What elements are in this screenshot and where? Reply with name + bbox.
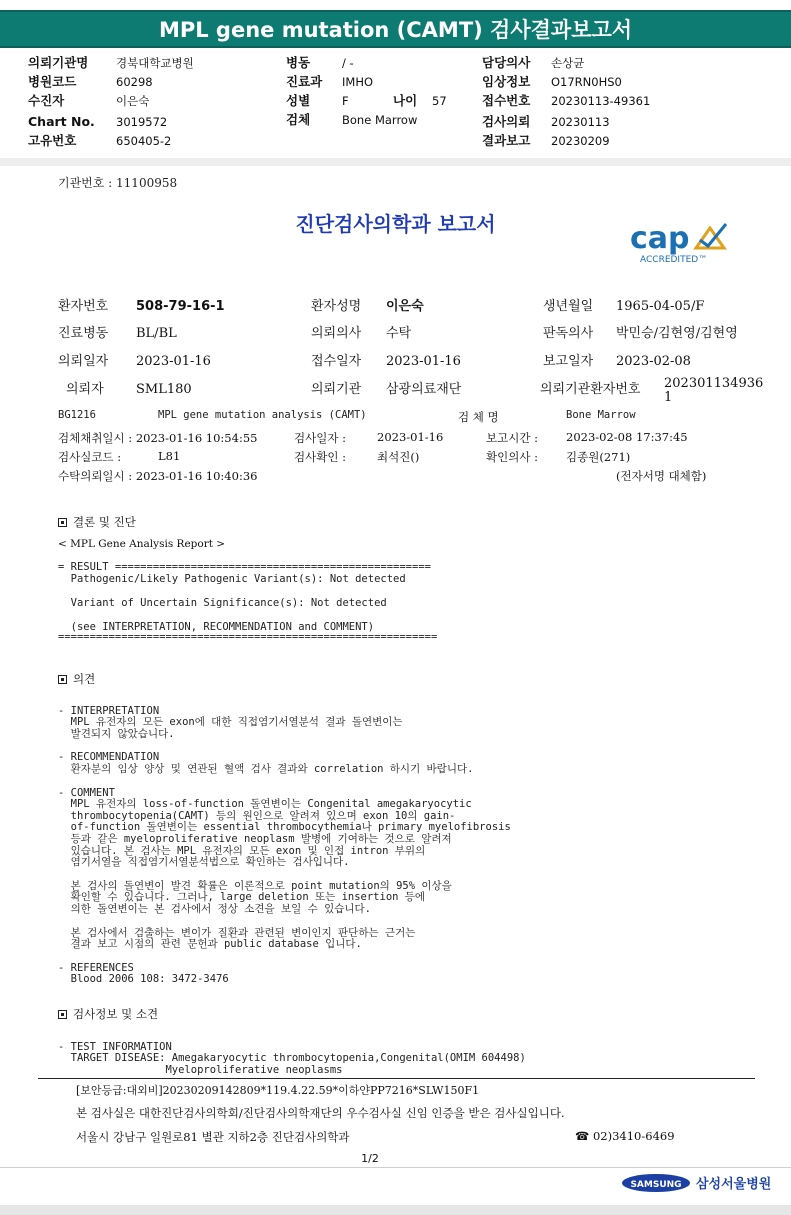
patient-value: SML180 — [136, 382, 192, 397]
field-value: 57 — [432, 94, 447, 108]
cap-accredited-logo — [628, 218, 738, 266]
patient-value: 2023-01-16 — [136, 354, 211, 369]
confirm-doctor-label: 확인의사 : — [486, 450, 538, 464]
patient-label: 진료병동 — [58, 326, 109, 341]
patient-value: 이은숙 — [386, 299, 424, 314]
svg-text:cap: cap — [630, 221, 690, 256]
patient-label: 보고일자 — [543, 354, 594, 369]
field-value: 650405-2 — [116, 134, 172, 148]
field-value: O17RN0HS0 — [551, 75, 622, 89]
test-name: MPL gene mutation analysis (CAMT) — [158, 409, 367, 421]
esign-note: (전자서명 대체함) — [616, 469, 707, 483]
patient-value: 508-79-16-1 — [136, 299, 225, 314]
section-testinfo-heading: 검사정보 및 소견 — [58, 1006, 158, 1022]
square-bullet-icon — [58, 1010, 67, 1019]
opinion-line: 염기서열을 직접염기서열분석법으로 확인하는 검사입니다. — [58, 856, 350, 869]
opinion-line — [58, 916, 511, 928]
patient-value: 박민승/김현영/김현영 — [616, 326, 738, 341]
field-value: 20230113 — [551, 115, 610, 129]
result-rule: = RESULT ================================================== — [58, 561, 431, 573]
field-label: 의뢰기관명 — [28, 55, 89, 70]
referral-datetime: 수탁의뢰일시 : 2023-01-16 10:40:36 — [58, 469, 258, 483]
opinion-line: - RECOMMENDATION — [58, 751, 160, 764]
mpl-report-label: < MPL Gene Analysis Report > — [58, 538, 226, 550]
test-confirm-value: 최석진() — [377, 450, 420, 464]
opinion-line — [58, 776, 511, 788]
svg-text:SAMSUNG: SAMSUNG — [630, 1180, 682, 1190]
opinion-line: - REFERENCES — [58, 961, 134, 974]
patient-value: 2023-02-08 — [616, 354, 691, 369]
field-value: IMHO — [342, 75, 374, 89]
field-label: 담당의사 — [482, 55, 531, 70]
see-note: (see INTERPRETATION, RECOMMENDATION and COMMENT) — [58, 621, 375, 633]
section-opinion-heading: 의견 — [58, 671, 95, 687]
patient-label: 접수일자 — [311, 354, 362, 369]
opinion-line: of-function 돌연변이는 essential thrombocythemia나 primary myelofibrosis — [58, 821, 511, 834]
patient-label: 생년월일 — [543, 299, 594, 314]
specimen-value: Bone Marrow — [566, 409, 636, 421]
test-code: BG1216 — [58, 409, 96, 421]
field-label: 성별 — [286, 93, 311, 108]
header-info-grid — [0, 54, 791, 154]
report-header-title: MPL gene mutation (CAMT) 검사결과보고서 — [158, 18, 633, 42]
test-date-value: 2023-01-16 — [377, 430, 444, 444]
testinfo-line: Myeloproliferative neoplasms — [58, 1063, 343, 1076]
lab-code-label: 검사실코드 : — [58, 450, 122, 464]
bottom-rule — [0, 1167, 791, 1168]
field-label: Chart No. — [28, 114, 95, 129]
samsung-hospital-logo — [622, 1170, 772, 1196]
opinion-line: 확인할 수 있습니다. 그러나, large deletion 또는 insertion 등에 — [58, 891, 426, 904]
patient-value-cont: 1 — [664, 390, 673, 405]
phone-line: ☎ 02)3410-6469 — [575, 1129, 675, 1143]
patient-label: 의뢰의사 — [311, 326, 362, 341]
field-label: 결과보고 — [482, 133, 531, 148]
vus-result: Variant of Uncertain Significance(s): Not detected — [58, 597, 387, 609]
opinion-line: 본 검사에서 검출하는 변이가 질환과 관련된 변이인지 판단하는 근거는 — [58, 926, 416, 939]
footer-rule — [38, 1078, 755, 1079]
opinion-line — [58, 869, 511, 881]
opinion-line: - INTERPRETATION — [58, 704, 160, 717]
opinion-line: MPL 유전자의 loss-of-function 돌연변이는 Congenital amegakaryocytic — [58, 798, 472, 811]
field-label: 임상정보 — [482, 74, 531, 89]
patient-label: 환자성명 — [311, 299, 362, 314]
field-label: 병동 — [286, 55, 311, 70]
opinion-line: 환자분의 임상 양상 및 연관된 혈액 검사 결과와 correlation 하시기 바랍니다. — [58, 762, 474, 775]
field-label: 검사의뢰 — [482, 114, 531, 129]
test-confirm-label: 검사확인 : — [294, 450, 346, 464]
opinion-line — [58, 951, 511, 963]
report-time-value: 2023-02-08 17:37:45 — [566, 430, 688, 444]
certification-line: 본 검사실은 대한진단검사의학회/진단검사의학재단의 우수검사실 신임 인증을 받은 검사실입니다. — [76, 1106, 565, 1120]
testinfo-line: TARGET DISEASE: Amegakaryocytic thrombocytopenia,Congenital(OMIM 604498) — [58, 1052, 526, 1065]
testinfo-line: - TEST INFORMATION — [58, 1040, 172, 1053]
patient-value: 삼광의료재단 — [386, 382, 462, 397]
field-label: 검체 — [286, 112, 311, 127]
patient-label: 의뢰일자 — [58, 354, 109, 369]
field-value: 경북대학교병원 — [116, 56, 194, 70]
field-value: F — [342, 94, 349, 108]
opinion-line: thrombocytopenia(CAMT) 등의 원인으로 알려져 있으며 exon 10의 gain- — [58, 809, 456, 822]
header-divider — [0, 158, 791, 166]
opinion-line: 등과 같은 myeloproliferative neoplasm 발병에 기여하는 것으로 알려져 — [58, 832, 452, 845]
collection-datetime: 검체채취일시 : 2023-01-16 10:54:55 — [58, 431, 258, 445]
opinion-line: 있습니다. 본 검사는 MPL 유전자의 모든 exon 및 인접 intron 부위의 — [58, 844, 426, 857]
lab-code-value: L81 — [158, 449, 181, 463]
field-label: 접수번호 — [482, 93, 531, 108]
svg-text:ACCREDITED™: ACCREDITED™ — [640, 255, 708, 265]
opinion-line: 결과 보고 시점의 관련 문헌과 public database 입니다. — [58, 938, 362, 951]
institution-code: 기관번호 : 11100958 — [58, 176, 178, 190]
opinion-text — [58, 694, 511, 997]
patient-value: 202301134936 — [664, 376, 764, 391]
field-value: 60298 — [116, 75, 153, 89]
field-value: Bone Marrow — [342, 113, 418, 127]
patient-value: 2023-01-16 — [386, 354, 461, 369]
patient-label: 판독의사 — [543, 326, 594, 341]
report-title-bar — [0, 10, 791, 48]
patient-value: 수탁 — [386, 326, 412, 341]
field-value: / - — [342, 56, 354, 70]
patient-label: 의뢰기관환자번호 — [540, 382, 641, 397]
opinion-line: - COMMENT — [58, 786, 115, 799]
field-value: 손상균 — [551, 56, 585, 70]
report-title: 진단검사의학과 보고서 — [295, 212, 496, 236]
bottom-gray-band — [0, 1205, 791, 1215]
result-end-rule: ============================================================ — [58, 631, 438, 643]
report-time-label: 보고시간 : — [486, 431, 538, 445]
opinion-line: MPL 유전자의 모든 exon에 대한 직접염기서열분석 결과 돌연변이는 — [58, 716, 403, 729]
opinion-line: 발견되지 않았습니다. — [58, 727, 175, 740]
section-conclusion-heading: 결론 및 진단 — [58, 514, 136, 530]
security-line: [보안등급:대외비]20230209142809*119.4.22.59*이하얀PP7216*SLW150F1 — [76, 1084, 480, 1097]
specimen-label: 검 체 명 — [458, 410, 499, 424]
patient-label: 의뢰자 — [66, 382, 104, 397]
page-number: 1/2 — [361, 1152, 379, 1165]
confirm-doctor-value: 김종원(271) — [566, 450, 631, 464]
field-value: 이은숙 — [116, 94, 150, 108]
field-value: 3019572 — [116, 115, 168, 129]
field-label: 병원코드 — [28, 74, 77, 89]
svg-text:삼성서울병원: 삼성서울병원 — [696, 1177, 772, 1192]
opinion-line: 의한 돌연변이는 본 검사에서 정상 소견을 보일 수 있습니다. — [58, 902, 371, 915]
pathogenic-result: Pathogenic/Likely Pathogenic Variant(s): Not detected — [58, 573, 406, 585]
square-bullet-icon — [58, 675, 67, 684]
patient-value: 1965-04-05/F — [616, 299, 705, 314]
patient-label: 의뢰기관 — [311, 382, 362, 397]
field-label: 나이 — [393, 93, 418, 108]
test-date-label: 검사일자 : — [294, 431, 346, 445]
patient-label: 환자번호 — [58, 299, 109, 314]
opinion-line: 본 검사의 돌연변이 발견 확률은 이론적으로 point mutation의 95% 이상을 — [58, 879, 452, 892]
field-value: 20230209 — [551, 134, 610, 148]
patient-value: BL/BL — [136, 326, 177, 341]
opinion-line: Blood 2006 108: 3472-3476 — [58, 973, 229, 986]
field-label: 수진자 — [28, 93, 65, 108]
field-label: 고유번호 — [28, 133, 77, 148]
address-line: 서울시 강남구 일원로81 별관 지하2층 진단검사의학과 — [76, 1130, 350, 1144]
test-information-text — [58, 1030, 526, 1088]
field-value: 20230113-49361 — [551, 94, 651, 108]
square-bullet-icon — [58, 518, 67, 527]
field-label: 진료과 — [286, 74, 323, 89]
